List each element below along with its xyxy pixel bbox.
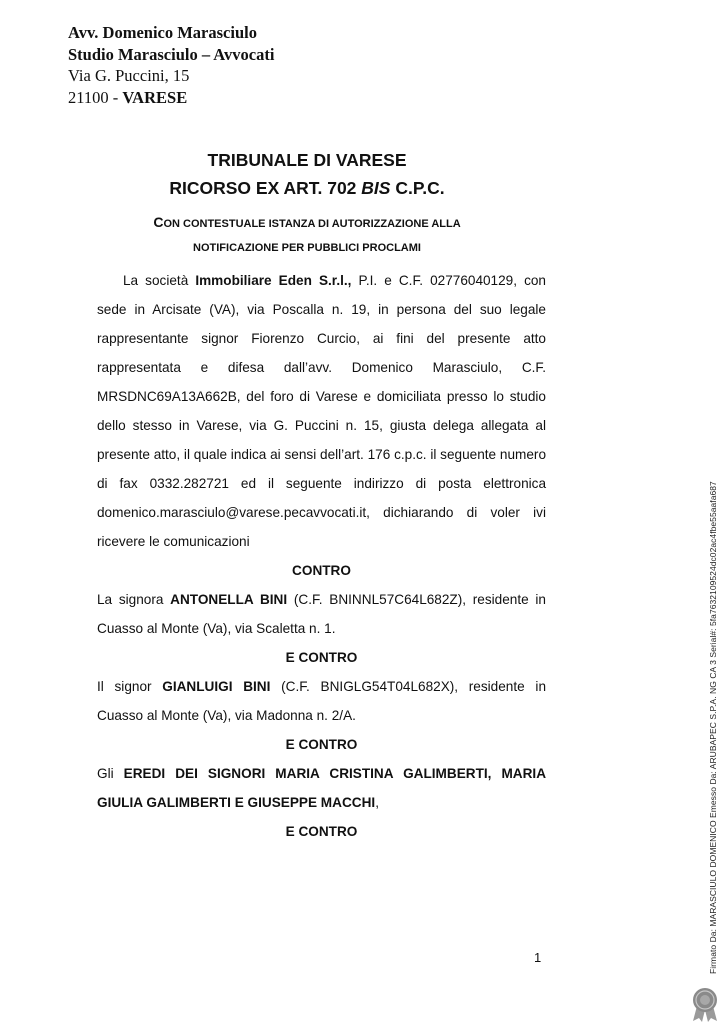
letterhead — [68, 22, 274, 108]
paragraph-text: (C.F. BNIGLG54T04L682X), residente in Cuasso al Monte (Va), via Madonna n. 2/A. — [97, 679, 547, 723]
party-paragraph — [97, 759, 546, 817]
paragraph-text: , — [375, 795, 379, 810]
court-title: TRIBUNALE DI VARESE — [207, 150, 407, 170]
paragraph-text: La società — [123, 273, 196, 288]
party-paragraph — [97, 585, 546, 643]
document-body — [97, 266, 546, 846]
lawyer-name: Avv. Domenico Marasciulo — [68, 23, 257, 42]
paragraph-text: Il signor — [97, 679, 163, 694]
paragraph-text: P.I. e C.F. 02776040129, con sede in Arcisate (VA), via Poscalla n. 19, in persona del suo legale rappresentante signor Fiorenzo Curcio, ai fini del presente atto rappresentata e difesa dall’avv. Domenico Marasciulo, C.F. MRSDNC69A13A662B, del foro di Varese e domiciliata presso lo studio dello stesso in Varese, via G. Puccini n. 15, giusta delega allegata al presente atto, il quale indica ai sensi dell’art. 176 c.p.c. il seguente numero di fax 0332.282721 ed il seguente indirizzo di posta elettronica domenico.marasciulo@varese.pecavvocati.it, dichiarando di voler ivi ricevere le comunicazioni — [97, 273, 546, 549]
party-name: GIANLUIGI BINI — [162, 679, 271, 694]
city-line — [68, 87, 274, 109]
digital-signature-strip: Firmato Da: MARASCIULO DOMENICO Emesso Da: ARUBAPEC S.P.A. NG CA 3 Serial#: 5fa7632109524dc02ac4fbe55aafa687 — [708, 481, 718, 974]
party-name: EREDI DEI SIGNORI MARIA CRISTINA GALIMBERTI, MARIA GIULIA GALIMBERTI E GIUSEPPE MACCHI — [97, 766, 547, 810]
subtitle-rest: ON CONTESTUALE ISTANZA DI AUTORIZZAZIONE ALLA — [163, 218, 461, 230]
street-address: Via G. Puccini, 15 — [68, 66, 190, 86]
city-separator: - — [108, 87, 123, 107]
city: VARESE — [122, 87, 188, 107]
title-italic: BIS — [361, 178, 391, 198]
party-name: ANTONELLA BINI — [170, 592, 288, 607]
party-paragraph — [97, 266, 546, 556]
party-paragraph — [97, 672, 546, 730]
contro-heading: E CONTRO — [285, 737, 358, 752]
postcode: 21100 — [68, 87, 109, 107]
title-suffix: C.P.C. — [390, 178, 445, 198]
paragraph-text: Gli — [97, 766, 124, 781]
subtitle-line-2: NOTIFICAZIONE PER PUBBLICI PROCLAMI — [193, 242, 421, 254]
certificate-ribbon-icon — [688, 986, 722, 1022]
subtitle-initial: C — [153, 214, 164, 230]
paragraph-text: (C.F. BNINNL57C64L682Z), residente in Cuasso al Monte (Va), via Scaletta n. 1. — [97, 592, 546, 636]
document-title — [68, 178, 546, 199]
firm-name: Studio Marasciulo – Avvocati — [68, 44, 275, 64]
contro-heading: CONTRO — [292, 563, 351, 578]
paragraph-text: La signora — [97, 592, 171, 607]
subtitle-line-1 — [68, 214, 546, 230]
contro-heading: E CONTRO — [285, 824, 358, 839]
contro-heading: E CONTRO — [285, 650, 358, 665]
title-prefix: RICORSO EX ART. 702 — [169, 178, 362, 198]
company-name: Immobiliare Eden S.r.l., — [195, 273, 352, 288]
page-number: 1 — [534, 950, 542, 965]
